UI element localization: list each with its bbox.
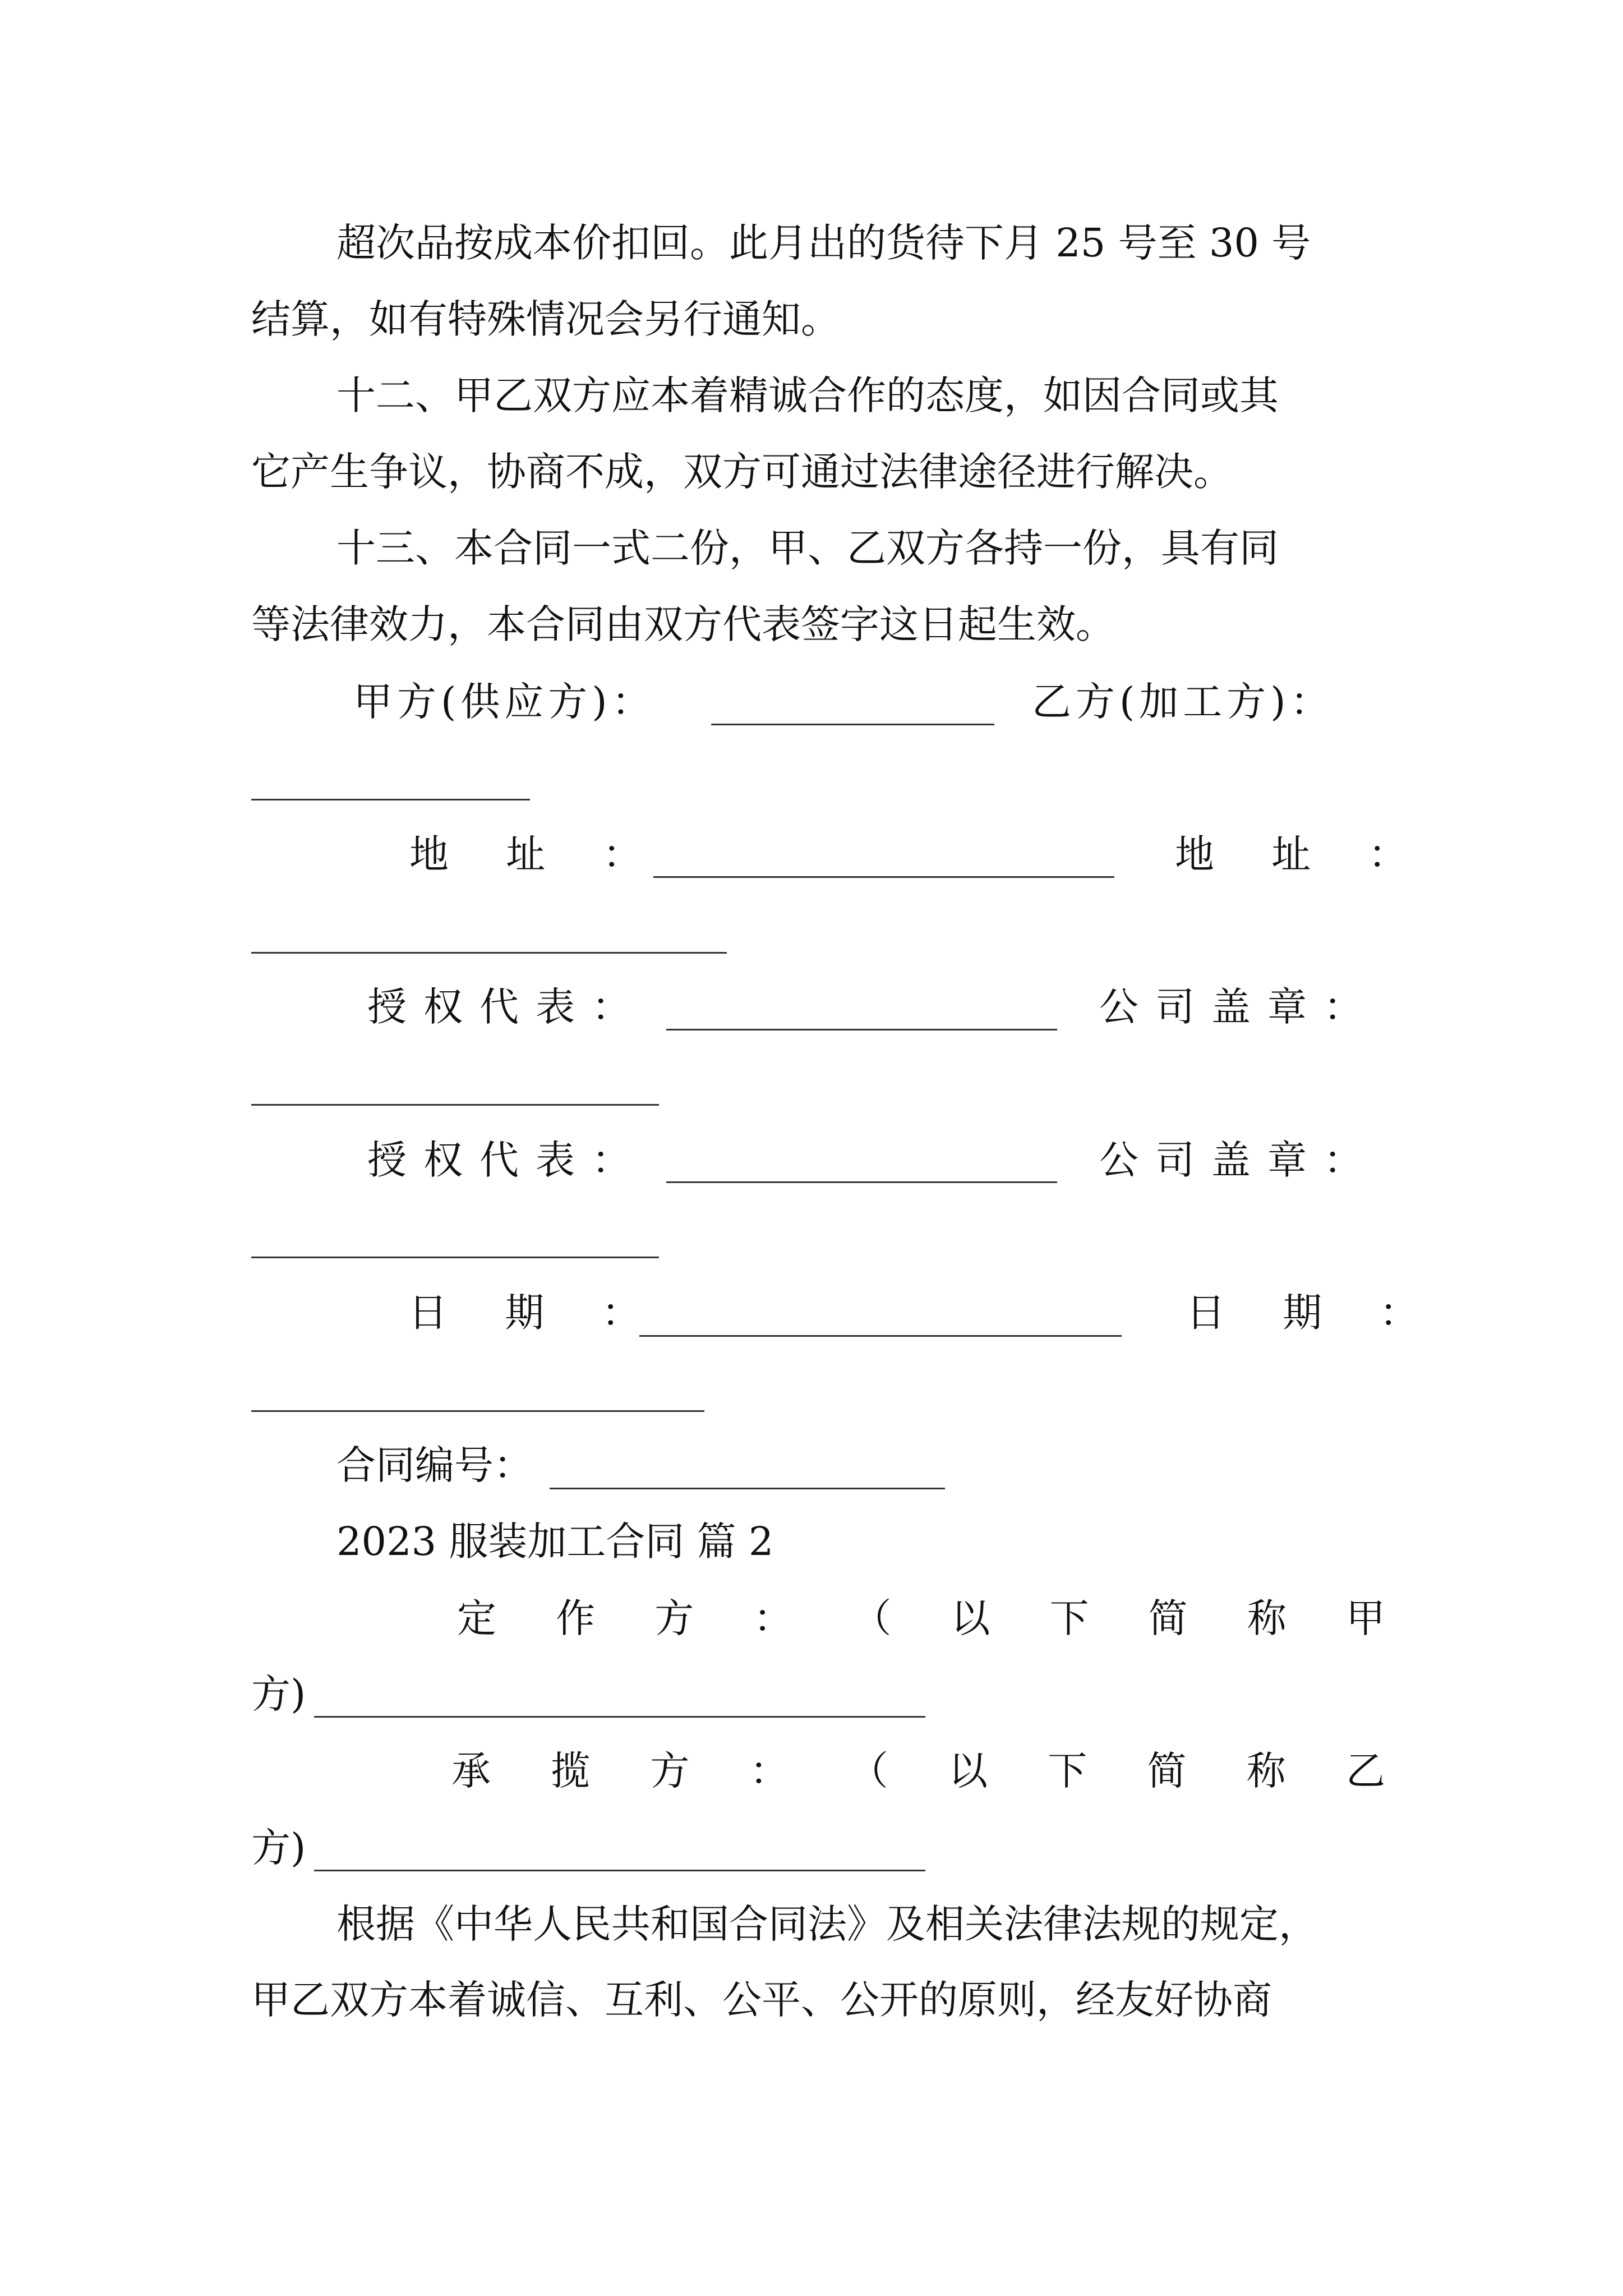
company-seal-blank bbox=[251, 1257, 659, 1258]
char: 方 bbox=[650, 1748, 690, 1794]
ordering-party-blank bbox=[314, 1716, 925, 1718]
char: 下 bbox=[1048, 1748, 1087, 1794]
authorized-rep-label: 授权代表： bbox=[367, 984, 648, 1030]
char: 定 bbox=[457, 1595, 496, 1641]
char: 以 bbox=[948, 1748, 988, 1794]
contract-number-label: 合同编号： bbox=[336, 1442, 533, 1488]
address-label-right: 地 址 ： bbox=[1175, 831, 1430, 877]
contractor-line bbox=[451, 1746, 1385, 1796]
contractor-end: 方) bbox=[251, 1825, 306, 1871]
company-seal-blank bbox=[251, 1104, 659, 1106]
clause-12-line: 它产生争议，协商不成，双方可通过法律途径进行解决。 bbox=[251, 449, 1233, 495]
char: 乙 bbox=[1345, 1748, 1385, 1794]
contractor-blank bbox=[314, 1870, 925, 1871]
authorized-rep-blank bbox=[666, 1181, 1057, 1183]
char: 称 bbox=[1246, 1748, 1286, 1794]
address-blank-left bbox=[653, 876, 1114, 878]
char: 承 bbox=[451, 1748, 491, 1794]
basis-line: 甲乙双方本着诚信、互利、公平、公开的原则，经友好协商 bbox=[251, 1977, 1272, 2023]
paragraph-line: 结算，如有特殊情况会另行通知。 bbox=[251, 296, 840, 342]
company-seal-label: 公司盖章： bbox=[1099, 1137, 1380, 1183]
char: 称 bbox=[1247, 1595, 1287, 1641]
char: （ bbox=[852, 1595, 892, 1641]
authorized-rep-label: 授权代表： bbox=[367, 1137, 648, 1183]
char: 方 bbox=[654, 1595, 694, 1641]
date-label-left: 日 期 ： bbox=[408, 1290, 663, 1336]
date-blank-left bbox=[639, 1335, 1122, 1337]
date-blank-right bbox=[251, 1410, 704, 1412]
contract-number-blank bbox=[550, 1488, 945, 1489]
party-a-blank bbox=[711, 724, 994, 725]
char: ： bbox=[753, 1595, 793, 1641]
address-blank-right bbox=[251, 952, 727, 954]
party-a-label: 甲方(供应方)： bbox=[353, 679, 656, 725]
char: ： bbox=[749, 1748, 789, 1794]
company-seal-label: 公司盖章： bbox=[1099, 984, 1380, 1030]
char: （ bbox=[849, 1748, 888, 1794]
char: 揽 bbox=[551, 1748, 591, 1794]
char: 作 bbox=[556, 1595, 596, 1641]
address-label-left: 地 址 ： bbox=[409, 831, 665, 877]
section-heading: 2023 服装加工合同 篇 2 bbox=[336, 1519, 774, 1565]
date-label-right: 日 期 ： bbox=[1186, 1290, 1441, 1336]
party-b-blank bbox=[251, 799, 530, 800]
char: 简 bbox=[1148, 1595, 1188, 1641]
ordering-party-end: 方) bbox=[251, 1671, 306, 1717]
ordering-party-line bbox=[457, 1593, 1385, 1644]
basis-line: 根据《中华人民共和国合同法》及相关法律法规的规定， bbox=[336, 1901, 1318, 1947]
clause-12-line: 十二、甲乙双方应本着精诚合作的态度，如因合同或其 bbox=[336, 372, 1279, 418]
char: 甲 bbox=[1345, 1595, 1385, 1641]
paragraph-line: 超次品按成本价扣回。此月出的货待下月 25 号至 30 号 bbox=[336, 220, 1311, 266]
authorized-rep-blank bbox=[666, 1029, 1057, 1030]
party-b-label: 乙方(加工方)： bbox=[1032, 679, 1334, 725]
char: 以 bbox=[951, 1595, 990, 1641]
char: 简 bbox=[1147, 1748, 1187, 1794]
clause-13-line: 等法律效力，本合同由双方代表签字这日起生效。 bbox=[251, 601, 1115, 647]
char: 下 bbox=[1049, 1595, 1089, 1641]
clause-13-line: 十三、本合同一式二份，甲、乙双方各持一份，具有同 bbox=[336, 525, 1279, 571]
